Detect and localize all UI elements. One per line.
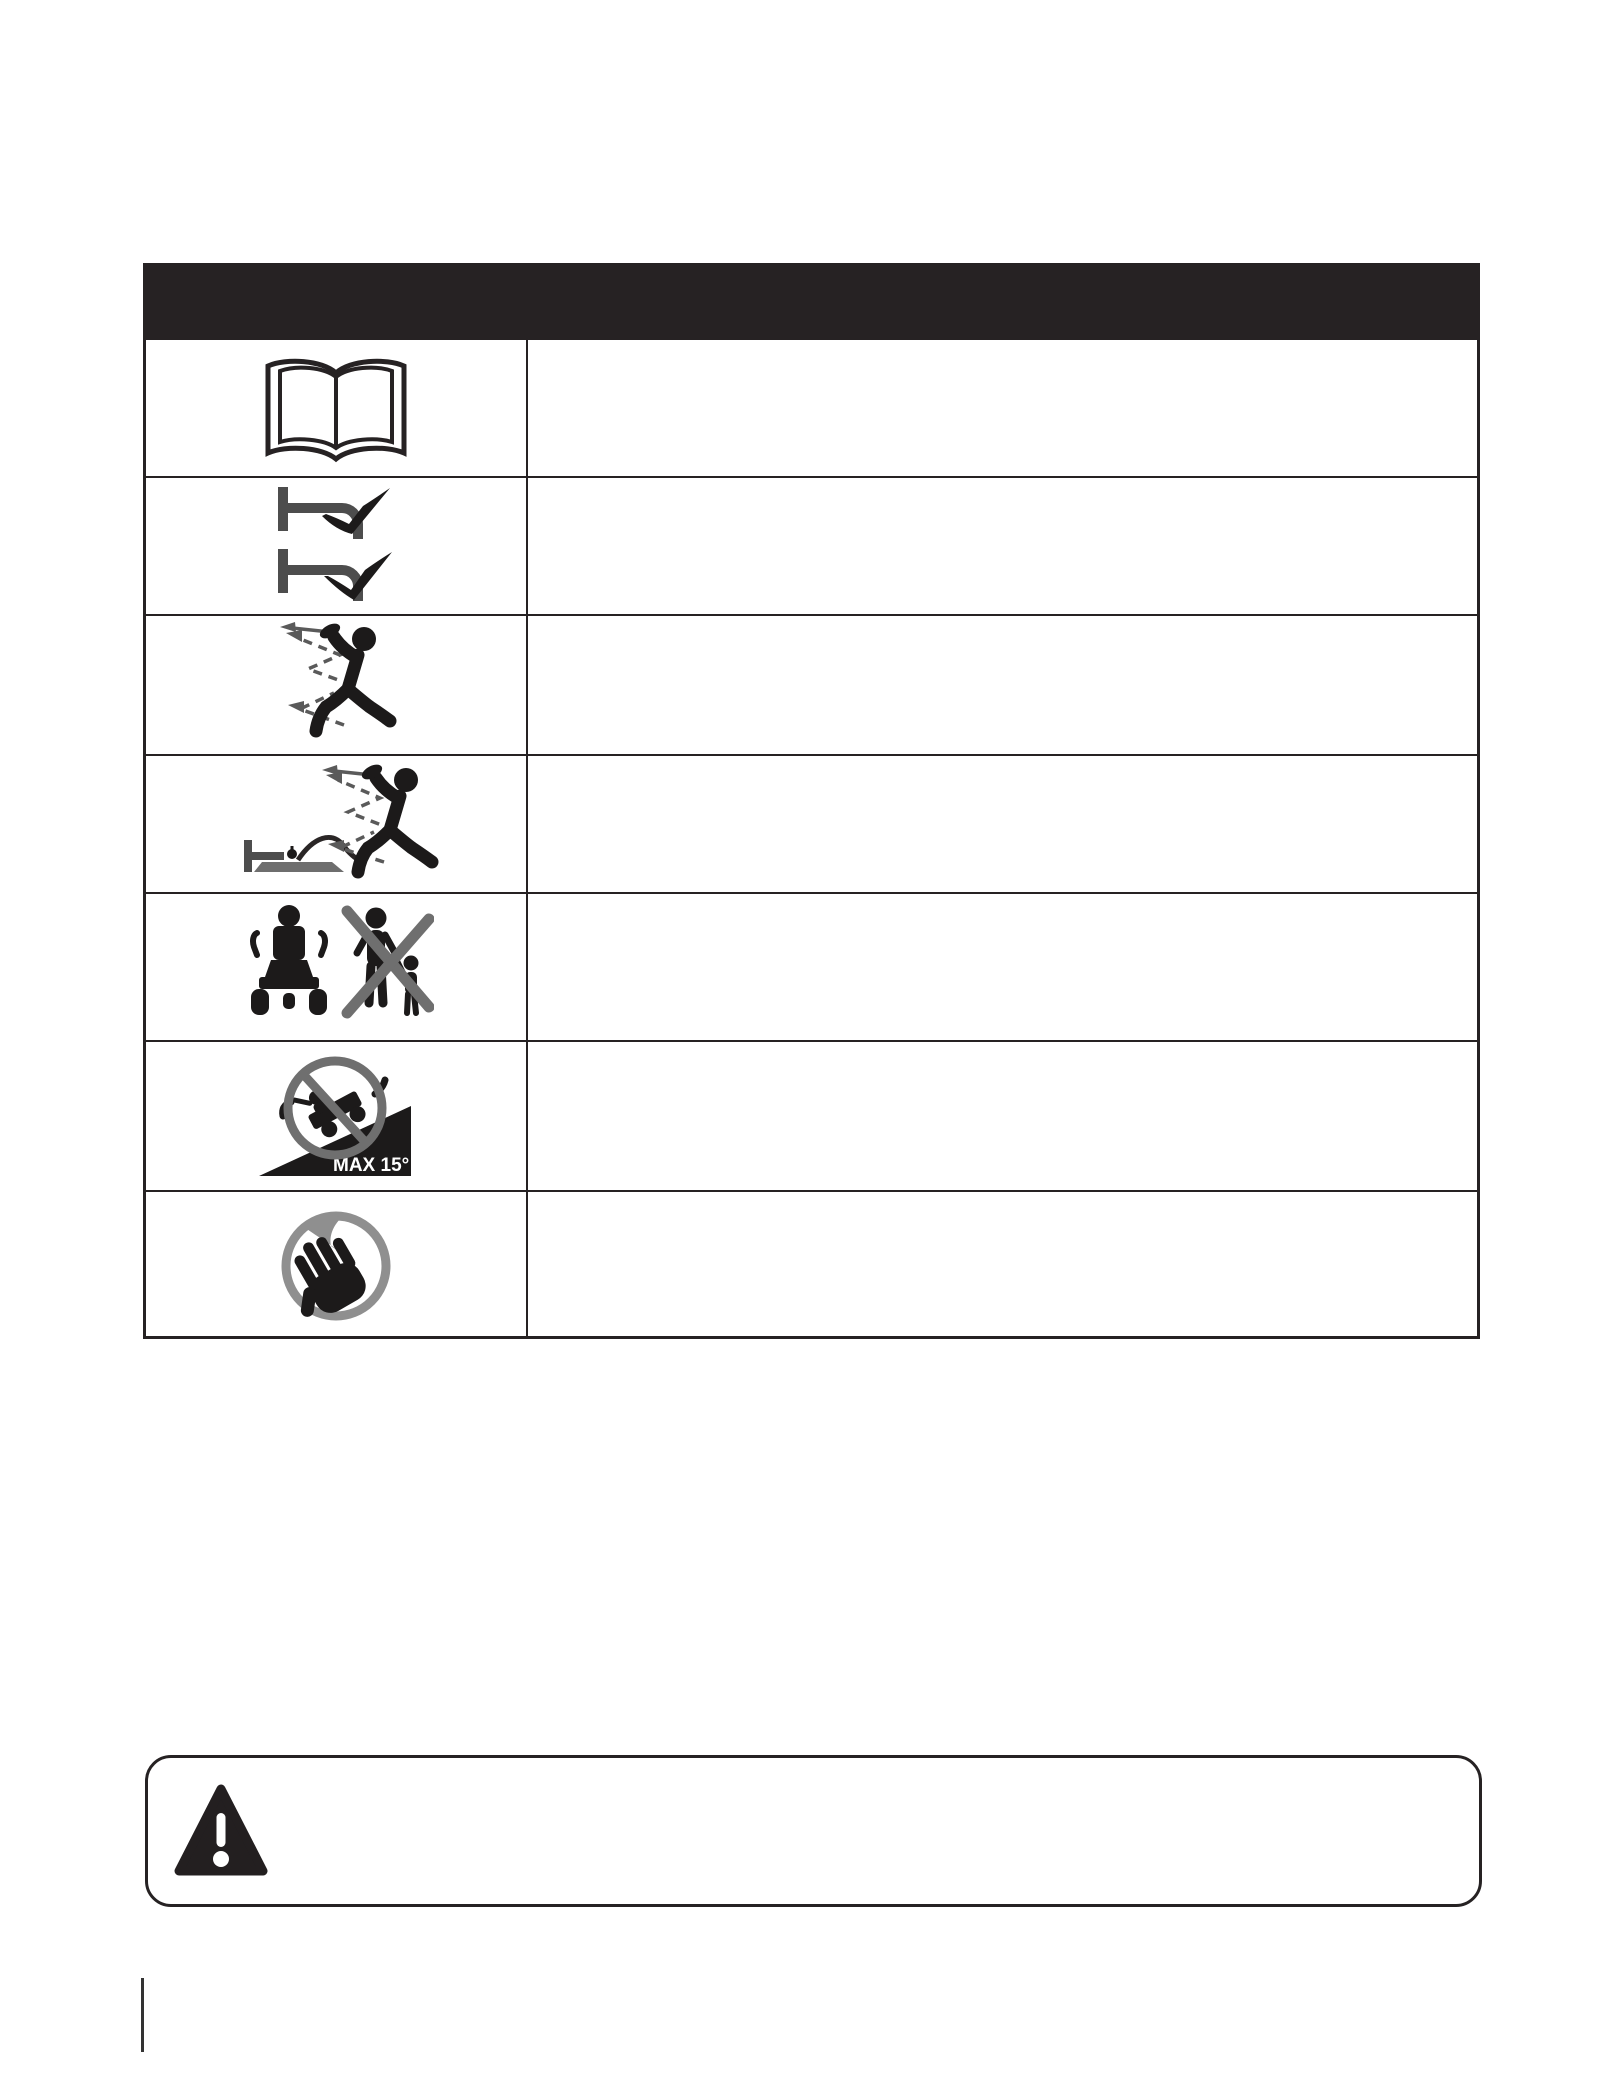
- open-manual-icon: [252, 347, 420, 469]
- description-cell: [528, 616, 1477, 754]
- drive-levers-check-icon: [270, 486, 402, 606]
- description-cell: [528, 1042, 1477, 1190]
- symbol-cell: [146, 1042, 528, 1190]
- description-cell: [528, 340, 1477, 476]
- symbol-cell: [146, 478, 528, 614]
- no-riders-keep-bystanders-away-icon: [239, 901, 434, 1033]
- page-edge-mark: [141, 1978, 144, 2052]
- symbol-cell: [146, 1192, 528, 1336]
- symbol-cell: [146, 894, 528, 1040]
- symbol-cell: [146, 756, 528, 892]
- table-row: [146, 1190, 1477, 1336]
- warning-triangle-icon: [174, 1781, 268, 1881]
- table-row: [146, 338, 1477, 476]
- table-row: [146, 892, 1477, 1040]
- symbol-cell: [146, 340, 528, 476]
- table-header-bar: [146, 266, 1477, 338]
- thrown-objects-hazard-icon: [272, 619, 400, 751]
- symbol-cell: [146, 616, 528, 754]
- safety-symbol-table: [143, 263, 1480, 1339]
- table-row: [146, 1040, 1477, 1190]
- max-slope-label: MAX 15°: [333, 1155, 410, 1176]
- slope-rollover-hazard-icon: [257, 1052, 415, 1180]
- keep-hands-away-icon: [275, 1200, 397, 1328]
- table-row: [146, 614, 1477, 754]
- description-cell: [528, 478, 1477, 614]
- mower-discharge-thrown-objects-icon: [234, 760, 439, 888]
- description-cell: [528, 1192, 1477, 1336]
- table-row: [146, 754, 1477, 892]
- table-row: [146, 476, 1477, 614]
- warning-callout-box: [145, 1755, 1482, 1907]
- description-cell: [528, 756, 1477, 892]
- description-cell: [528, 894, 1477, 1040]
